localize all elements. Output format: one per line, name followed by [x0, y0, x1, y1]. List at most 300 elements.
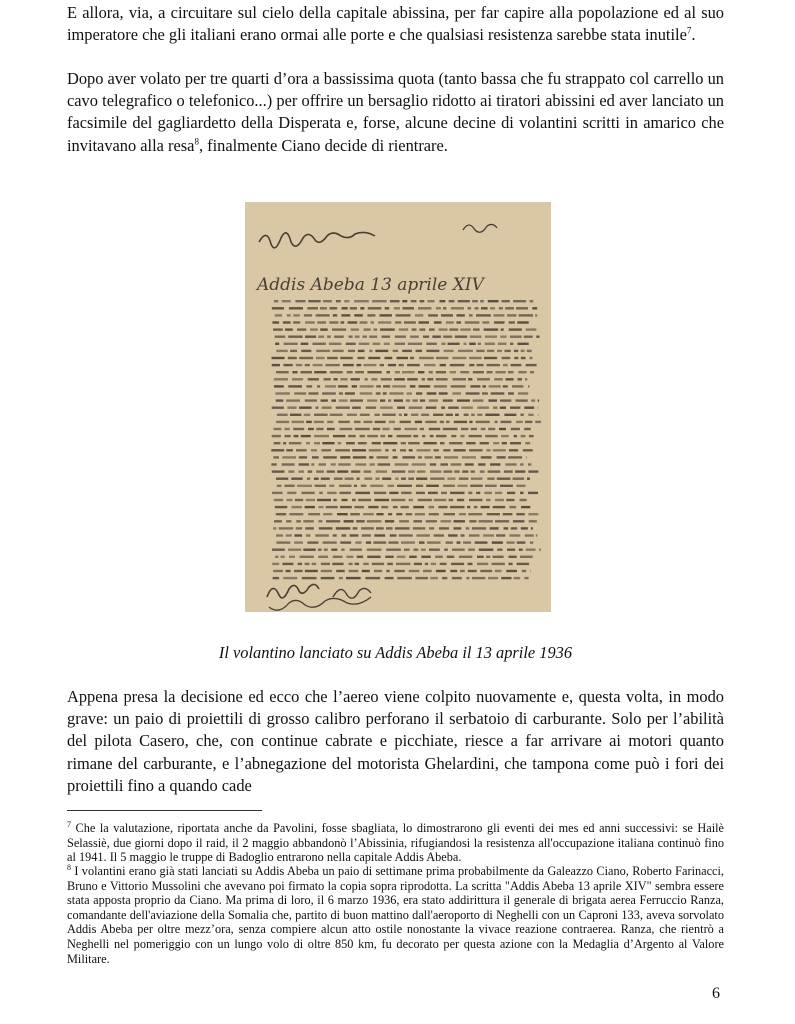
script-glyph-run	[367, 371, 381, 373]
script-glyph-run	[295, 300, 305, 302]
script-glyph-run	[392, 470, 405, 472]
script-glyph-run	[352, 449, 366, 451]
script-glyph-run	[385, 357, 393, 359]
script-glyph-run	[483, 534, 494, 536]
script-glyph-run	[292, 378, 303, 380]
script-glyph-run	[287, 407, 296, 409]
script-glyph-run	[444, 350, 454, 352]
script-glyph-run	[373, 428, 380, 430]
script-glyph-run	[347, 414, 357, 416]
script-glyph-run	[530, 371, 534, 373]
script-glyph-run	[460, 371, 469, 373]
script-glyph-run	[493, 449, 506, 451]
script-glyph-run	[338, 421, 350, 423]
script-glyph-run	[408, 478, 414, 480]
script-glyph-run	[316, 428, 323, 430]
script-glyph-run	[493, 314, 504, 316]
script-glyph-run	[422, 435, 425, 437]
script-glyph-run	[530, 357, 533, 359]
script-glyph-run	[287, 492, 296, 494]
script-glyph-run	[535, 421, 541, 423]
script-glyph-run	[351, 378, 360, 380]
script-glyph-run	[329, 485, 334, 487]
script-glyph-run	[310, 328, 318, 330]
script-glyph-run	[357, 556, 363, 558]
script-glyph-run	[429, 506, 435, 508]
script-glyph-run	[352, 407, 361, 409]
script-glyph-run	[421, 556, 431, 558]
script-glyph-run	[453, 378, 467, 380]
script-glyph-run	[493, 442, 499, 444]
script-glyph-run	[462, 456, 476, 458]
script-glyph-run	[282, 563, 293, 565]
script-glyph-run	[370, 463, 375, 465]
script-glyph-run	[355, 463, 366, 465]
script-glyph-run	[497, 456, 506, 458]
script-glyph-run	[468, 378, 472, 380]
script-glyph-run	[373, 343, 381, 345]
script-glyph-run	[466, 442, 475, 444]
script-glyph-run	[495, 499, 504, 501]
script-glyph-run	[394, 570, 405, 572]
script-glyph-run	[357, 364, 362, 366]
script-glyph-run	[304, 314, 312, 316]
script-glyph-run	[507, 541, 515, 543]
script-glyph-run	[513, 520, 525, 522]
script-glyph-run	[400, 449, 406, 451]
script-glyph-run	[473, 399, 484, 401]
script-glyph-run	[303, 520, 314, 522]
script-glyph-run	[415, 577, 428, 579]
script-glyph-run	[441, 492, 447, 494]
script-glyph-run	[312, 343, 325, 345]
script-glyph-run	[455, 414, 459, 416]
script-glyph-run	[435, 556, 443, 558]
script-glyph-run	[316, 350, 330, 352]
script-glyph-run	[354, 485, 357, 487]
script-glyph-run	[427, 392, 437, 394]
script-glyph-run	[429, 527, 434, 529]
leaflet-scan	[245, 202, 551, 612]
script-glyph-run	[439, 328, 448, 330]
script-glyph-run	[376, 470, 387, 472]
script-glyph-run	[326, 506, 338, 508]
script-glyph-run	[273, 328, 283, 330]
script-glyph-run	[292, 371, 297, 373]
script-glyph-run	[488, 577, 498, 579]
script-glyph-run	[538, 414, 539, 416]
script-glyph-run	[296, 364, 303, 366]
script-glyph-run	[285, 435, 291, 437]
script-glyph-run	[381, 506, 388, 508]
script-glyph-run	[393, 506, 398, 508]
script-glyph-run	[457, 485, 467, 487]
script-glyph-run	[276, 534, 283, 536]
script-glyph-run	[308, 470, 313, 472]
script-glyph-run	[373, 541, 386, 543]
script-glyph-run	[443, 307, 446, 309]
script-glyph-run	[360, 321, 368, 323]
script-glyph-run	[394, 428, 401, 430]
script-glyph-run	[442, 577, 447, 579]
script-glyph-run	[376, 527, 384, 529]
script-glyph-run	[480, 300, 484, 302]
script-glyph-run	[413, 527, 425, 529]
script-glyph-run	[511, 364, 522, 366]
script-glyph-run	[435, 456, 441, 458]
script-glyph-run	[395, 321, 401, 323]
script-glyph-run	[301, 371, 313, 373]
script-glyph-run	[272, 357, 285, 359]
script-glyph-run	[306, 499, 315, 501]
script-glyph-run	[360, 392, 373, 394]
script-glyph-run	[504, 414, 516, 416]
script-glyph-run	[333, 435, 345, 437]
script-glyph-run	[341, 314, 350, 316]
script-glyph-run	[355, 563, 360, 565]
script-glyph-run	[469, 520, 476, 522]
script-glyph-run	[418, 371, 425, 373]
script-glyph-run	[382, 336, 391, 338]
paragraph-2	[67, 68, 724, 157]
script-glyph-run	[476, 421, 490, 423]
script-glyph-run	[462, 470, 468, 472]
script-glyph-run	[422, 378, 425, 380]
script-glyph-run	[521, 350, 525, 352]
script-glyph-run	[298, 563, 303, 565]
script-glyph-run	[340, 456, 350, 458]
script-glyph-run	[366, 407, 376, 409]
script-glyph-run	[436, 570, 446, 572]
script-glyph-run	[495, 520, 509, 522]
script-glyph-run	[403, 307, 415, 309]
script-glyph-run	[380, 399, 385, 401]
script-glyph-run	[321, 478, 330, 480]
script-glyph-run	[362, 570, 370, 572]
script-glyph-run	[484, 328, 499, 330]
script-glyph-run	[454, 520, 466, 522]
script-glyph-run	[318, 336, 324, 338]
script-glyph-run	[316, 357, 325, 359]
script-glyph-run	[502, 442, 507, 444]
script-glyph-run	[460, 435, 464, 437]
script-glyph-run	[416, 478, 427, 480]
script-glyph-run	[502, 300, 510, 302]
script-glyph-run	[516, 513, 525, 515]
footnote-8	[67, 864, 724, 966]
script-glyph-run	[301, 492, 314, 494]
script-glyph-run	[402, 350, 412, 352]
script-glyph-run	[338, 442, 342, 444]
script-glyph-run	[407, 378, 418, 380]
script-glyph-run	[498, 343, 507, 345]
script-glyph-run	[416, 392, 422, 394]
script-glyph-run	[508, 456, 522, 458]
script-glyph-run	[300, 556, 314, 558]
script-glyph-run	[275, 343, 279, 345]
footnote-ref-8[interactable]: 8	[194, 136, 199, 147]
script-glyph-run	[399, 414, 402, 416]
script-glyph-run	[450, 364, 465, 366]
script-glyph-run	[505, 350, 511, 352]
script-glyph-run	[324, 549, 328, 551]
script-glyph-run	[528, 463, 531, 465]
script-glyph-run	[486, 449, 490, 451]
script-glyph-run	[429, 328, 435, 330]
footnote-7-text: Che la valutazione, riportata anche da Pavolini, fosse sbagliata, lo dimostrarono gli eventi dei mes ed anni successivi: se Hailè Selassiè, due giorni dopo il raid, il 2 maggio abbandonò l’Abissinia, rifugiandosi la resistenza all'occupazione italiana continuò fino al 1941. Il 5 maggio le truppe di Badoglio entrarono nella capitale Addis Abeba.	[67, 821, 724, 865]
script-glyph-run	[452, 577, 462, 579]
script-glyph-run	[470, 485, 483, 487]
script-glyph-run	[479, 549, 494, 551]
script-glyph-run	[306, 442, 310, 444]
script-glyph-run	[274, 428, 282, 430]
script-glyph-run	[367, 520, 382, 522]
script-glyph-run	[401, 492, 411, 494]
script-glyph-run	[297, 485, 312, 487]
script-glyph-run	[529, 520, 537, 522]
script-glyph-run	[520, 499, 527, 501]
script-glyph-run	[464, 343, 467, 345]
script-glyph-run	[376, 478, 380, 480]
script-glyph-run	[364, 328, 371, 330]
script-glyph-run	[334, 336, 343, 338]
paragraph-2-end: , finalmente Ciano decide di rientrare.	[198, 135, 448, 155]
script-glyph-run	[390, 300, 400, 302]
script-glyph-run	[313, 364, 323, 366]
script-glyph-run	[339, 392, 343, 394]
script-glyph-run	[284, 428, 289, 430]
script-glyph-run	[426, 520, 437, 522]
script-glyph-run	[411, 300, 417, 302]
script-glyph-run	[441, 520, 452, 522]
script-glyph-run	[350, 549, 362, 551]
script-glyph-run	[429, 513, 439, 515]
script-glyph-run	[457, 314, 465, 316]
script-glyph-run	[354, 506, 364, 508]
script-glyph-run	[516, 421, 523, 423]
script-glyph-run	[360, 385, 374, 387]
script-glyph-run	[529, 435, 534, 437]
script-glyph-run	[307, 541, 318, 543]
script-glyph-run	[272, 492, 283, 494]
script-glyph-run	[415, 513, 425, 515]
script-glyph-run	[351, 470, 360, 472]
script-glyph-run	[510, 407, 520, 409]
script-glyph-run	[459, 513, 466, 515]
script-glyph-run	[317, 385, 320, 387]
script-glyph-run	[528, 385, 530, 387]
script-glyph-run	[491, 392, 505, 394]
script-glyph-run	[440, 442, 444, 444]
footnote-8-text: I volantini erano già stati lanciati su Addis Abeba un paio di settimane prima probabilmente da Galeazzo Ciano, Roberto Farinacci, Bruno e Vittorio Mussolini che avevano poi firmato la copia sopra riprodotta. La scritta "Addis Abeba 13 aprile XIV" sembra essere stata apposta proprio da Ciano. Ma prima di loro, il 6 marzo 1936, era stato addirittura il generale di brigata aerea Ferruccio Ranza, comandante dell'aviazione della Somalia che, partito di buon mattino dall'aeroporto di Neghelli con un Caproni 133, aveva sorvolato Addis Abeba per oltre mezz’ora, senza compiere alcun atto ostile nonostante la vivace reazione contraerea. Ranza, che rientrò a Neghelli nel pomeriggio con un lungo volo di oltre 850 km, fu decorato per questa azione con la Medaglia d’Argento al Valore Militare.	[67, 864, 725, 966]
script-glyph-run	[288, 470, 294, 472]
script-glyph-run	[301, 343, 309, 345]
script-glyph-run	[439, 527, 449, 529]
script-glyph-run	[482, 321, 489, 323]
script-glyph-run	[425, 456, 433, 458]
script-glyph-run	[526, 364, 537, 366]
script-glyph-run	[335, 449, 350, 451]
script-glyph-run	[539, 549, 541, 551]
script-glyph-run	[429, 428, 440, 430]
script-glyph-run	[471, 478, 483, 480]
script-glyph-run	[526, 456, 527, 458]
script-glyph-run	[397, 485, 412, 487]
script-glyph-run	[391, 499, 405, 501]
script-glyph-run	[364, 478, 372, 480]
script-glyph-run	[401, 506, 409, 508]
script-glyph-run	[409, 407, 423, 409]
script-glyph-run	[393, 350, 399, 352]
script-glyph-run	[348, 435, 356, 437]
script-glyph-run	[340, 428, 353, 430]
script-glyph-run	[322, 407, 332, 409]
script-glyph-run	[327, 421, 333, 423]
script-glyph-run	[367, 314, 375, 316]
script-glyph-run	[305, 570, 318, 572]
script-glyph-run	[414, 563, 422, 565]
script-glyph-run	[397, 556, 406, 558]
script-glyph-run	[420, 300, 425, 302]
script-glyph-run	[476, 350, 484, 352]
script-glyph-run	[333, 314, 337, 316]
script-glyph-run	[383, 392, 387, 394]
script-glyph-run	[427, 541, 441, 543]
script-glyph-run	[299, 463, 310, 465]
script-glyph-run	[500, 485, 513, 487]
script-glyph-run	[295, 499, 303, 501]
script-glyph-run	[457, 399, 470, 401]
handwritten-heading: Addis Abeba 13 aprile XIV	[257, 275, 484, 295]
script-glyph-run	[430, 463, 436, 465]
script-glyph-run	[341, 549, 344, 551]
script-glyph-run	[513, 300, 526, 302]
script-glyph-run	[451, 435, 456, 437]
script-glyph-run	[319, 492, 323, 494]
script-glyph-run	[488, 428, 495, 430]
script-glyph-run	[444, 456, 458, 458]
script-glyph-run	[509, 321, 515, 323]
script-glyph-run	[307, 478, 310, 480]
script-glyph-run	[372, 442, 381, 444]
script-glyph-run	[383, 442, 397, 444]
script-glyph-run	[273, 570, 283, 572]
script-glyph-run	[409, 449, 413, 451]
script-glyph-run	[337, 513, 348, 515]
script-glyph-run	[274, 520, 282, 522]
script-glyph-run	[520, 463, 524, 465]
script-glyph-run	[387, 371, 390, 373]
script-glyph-run	[440, 421, 444, 423]
script-glyph-run	[321, 399, 328, 401]
script-glyph-run	[504, 527, 509, 529]
script-glyph-run	[283, 442, 286, 444]
script-glyph-run	[530, 541, 533, 543]
script-glyph-run	[490, 307, 495, 309]
script-glyph-run	[525, 378, 527, 380]
script-glyph-run	[389, 421, 395, 423]
script-glyph-run	[380, 364, 384, 366]
script-glyph-run	[281, 556, 285, 558]
script-glyph-run	[305, 399, 317, 401]
script-glyph-run	[478, 463, 485, 465]
script-glyph-run	[484, 492, 492, 494]
script-glyph-run	[320, 307, 327, 309]
script-glyph-run	[286, 534, 292, 536]
script-glyph-run	[288, 385, 302, 387]
script-glyph-run	[319, 463, 327, 465]
script-glyph-run	[469, 314, 473, 316]
script-glyph-run	[527, 350, 532, 352]
script-glyph-run	[485, 485, 497, 487]
script-glyph-run	[312, 563, 317, 565]
script-glyph-run	[277, 485, 282, 487]
script-glyph-run	[407, 392, 413, 394]
script-glyph-run	[367, 556, 380, 558]
script-glyph-run	[272, 549, 285, 551]
script-glyph-run	[334, 478, 343, 480]
script-glyph-run	[340, 506, 352, 508]
script-glyph-run	[352, 499, 356, 501]
script-glyph-run	[492, 541, 503, 543]
script-glyph-run	[450, 570, 457, 572]
script-glyph-run	[516, 399, 528, 401]
script-glyph-run	[517, 321, 529, 323]
script-glyph-run	[277, 414, 288, 416]
script-glyph-run	[497, 478, 511, 480]
script-glyph-run	[378, 321, 391, 323]
script-glyph-run	[399, 534, 413, 536]
script-glyph-run	[469, 534, 480, 536]
script-glyph-run	[308, 378, 319, 380]
script-glyph-run	[413, 435, 418, 437]
script-glyph-run	[431, 563, 436, 565]
script-glyph-run	[501, 577, 511, 579]
script-glyph-run	[538, 399, 539, 401]
script-glyph-run	[360, 414, 370, 416]
script-glyph-run	[527, 478, 530, 480]
footnote-8-mark: 8	[67, 862, 71, 872]
script-glyph-run	[327, 428, 335, 430]
script-glyph-run	[382, 428, 389, 430]
script-glyph-run	[355, 371, 364, 373]
script-glyph-run	[388, 435, 393, 437]
script-glyph-run	[388, 513, 392, 515]
script-glyph-run	[360, 307, 364, 309]
script-glyph-run	[509, 449, 518, 451]
script-glyph-run	[304, 414, 311, 416]
script-glyph-run	[507, 314, 516, 316]
script-glyph-run	[443, 449, 450, 451]
script-glyph-run	[315, 534, 329, 536]
script-glyph-run	[350, 513, 360, 515]
paragraph-3: Appena presa la decisione ed ecco che l’aereo viene colpito nuovamente e, questa volta, in modo grave: un paio di proiettili di grosso calibro perforano il serbatoio di carburante. Solo per l’abilità del pilota Casero, che, con continue cabrate e picchiate, riesce a far arrivare ai motori quanto rimane del carburante, e l’abnegazione del motorista Ghelardini, che tampona come può i fori dei proiettili fino a quando cade	[67, 687, 724, 795]
script-glyph-run	[290, 414, 301, 416]
script-glyph-run	[386, 570, 389, 572]
script-glyph-run	[528, 414, 533, 416]
script-glyph-run	[316, 407, 319, 409]
footnote-ref-7[interactable]: 7	[686, 25, 692, 36]
script-glyph-run	[466, 577, 469, 579]
script-glyph-run	[420, 428, 424, 430]
script-glyph-run	[407, 364, 420, 366]
paragraph-1-text: E allora, via, a circuitare sul cielo della capitale abissina, per far capire alla popolazione ed al suo imperatore che gli italiani erano ormai alle porte e che qualsiasi resistenza sarebbe stata inutile	[67, 3, 724, 45]
script-glyph-run	[477, 407, 489, 409]
script-glyph-run	[305, 527, 314, 529]
script-glyph-run	[395, 527, 410, 529]
script-glyph-run	[524, 336, 533, 338]
script-glyph-run	[348, 321, 358, 323]
